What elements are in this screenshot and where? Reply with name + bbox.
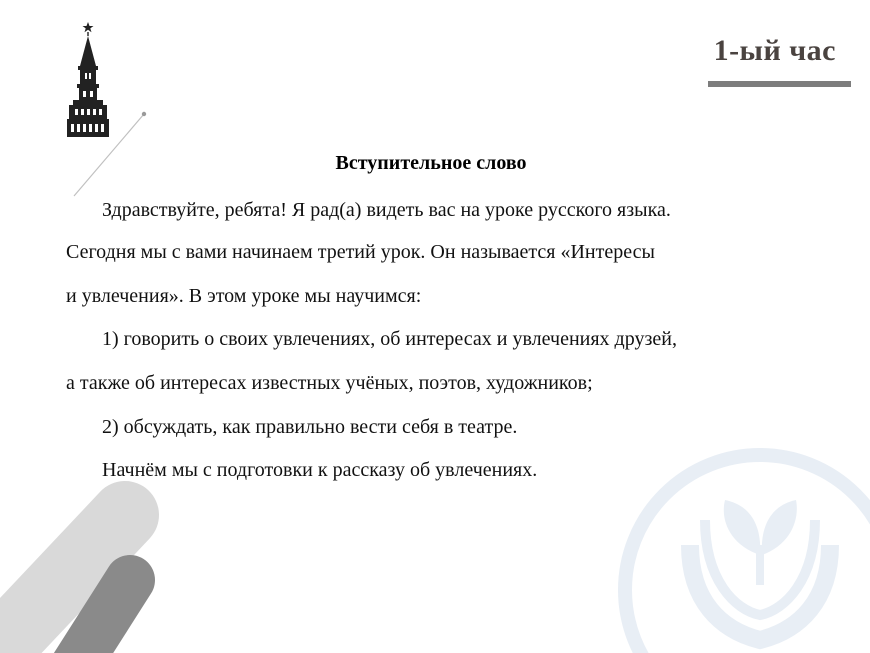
list-item-line: а также об интересах известных учёных, поэтов, художников; [66,372,593,394]
kremlin-tower-icon [67,22,109,137]
hands-sprout-icon [625,455,870,653]
section-heading: Вступительное слово [335,152,527,174]
list-item-line: 2) обсуждать, как правильно вести себя в театре. [102,416,518,438]
paragraph-line: и увлечения». В этом уроке мы научимся: [66,285,422,307]
page-title: 1-ый час [713,34,836,67]
paragraph-line: Сегодня мы с вами начинаем третий урок. Он называется «Интересы [66,241,655,263]
list-item-line: 1) говорить о своих увлечениях, об интересах и увлечениях друзей, [102,328,677,350]
paragraph-line: Здравствуйте, ребята! Я рад(а) видеть вас на уроке русского языка. [102,199,671,221]
sprout-leaves [724,500,797,585]
paragraph-line: Начнём мы с подготовки к рассказу об увлечениях. [102,459,538,481]
diagonal-accent-dot [142,112,146,116]
title-underline [708,81,851,87]
